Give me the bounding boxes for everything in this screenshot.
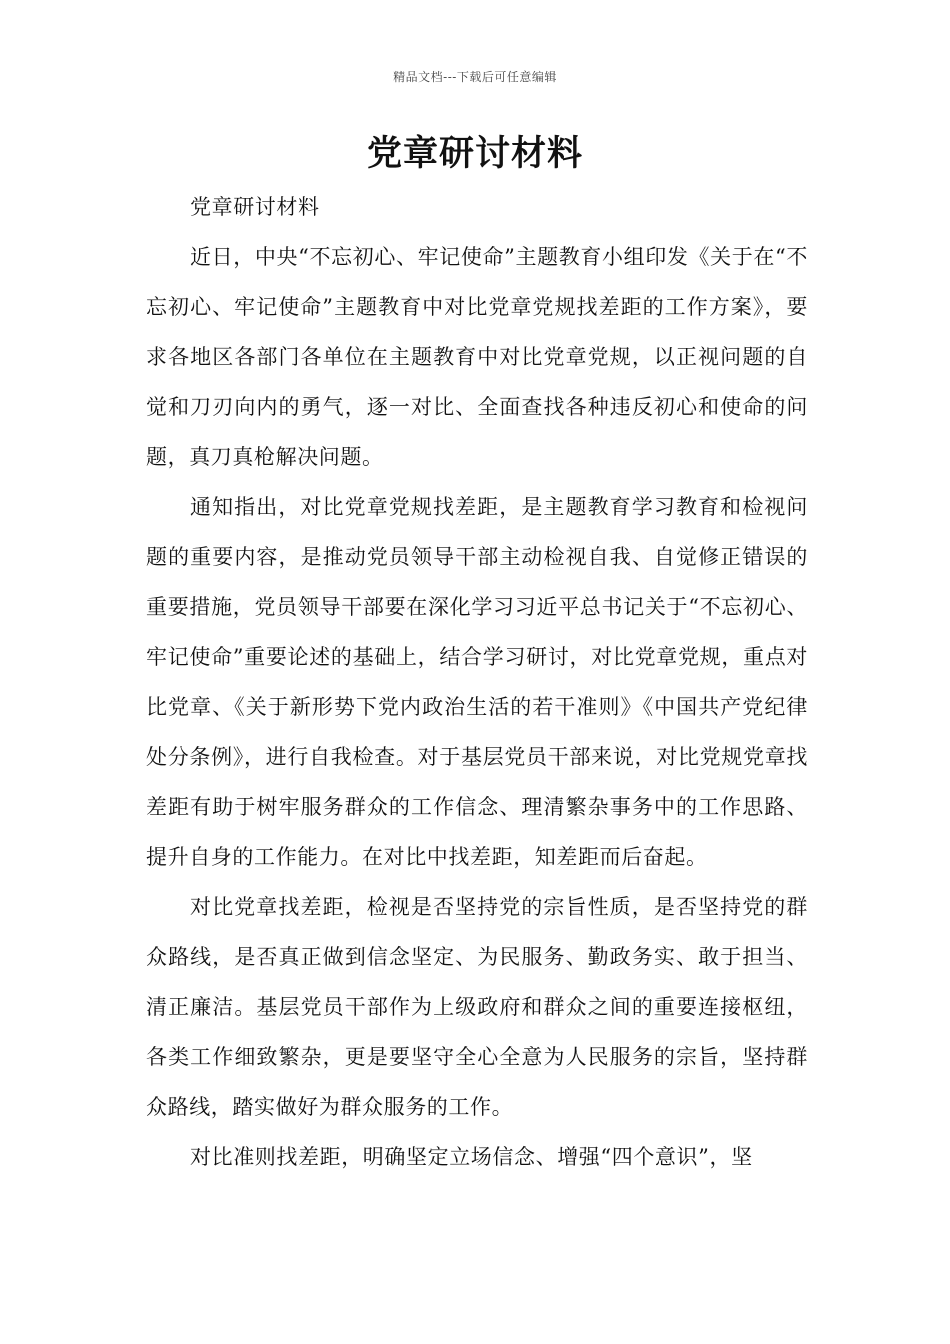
paragraph: 对比准则找差距，明确坚定立场信念、增强“四个意识”，坚 (190, 1145, 753, 1169)
paragraph: 对比党章找差距，检视是否坚持党的宗旨性质，是否坚持党的群众路线，是否真正做到信念坚定、为民服务、勤政务实、敢于担当、清正廉洁。基层党员干部作为上级政府和群众之间的重要连接枢纽，各类工作细致繁杂，更是要坚守全心全意为人民服务的宗旨，坚持群众路线，踏实做好为群众服务的工作。 (146, 895, 808, 1119)
paragraph: 通知指出，对比党章党规找差距，是主题教育学习教育和检视问题的重要内容，是推动党员领导干部主动检视自我、自觉修正错误的重要措施，党员领导干部要在深化学习习近平总书记关于“不忘初心、牢记使命”重要论述的基础上，结合学习研讨，对比党章党规，重点对比党章、《关于新形势下党内政治生活的若干准则》《中国共产党纪律处分条例》，进行自我检查。对于基层党员干部来说，对比党规党章找差距有助于树牢服务群众的工作信念、理清繁杂事务中的工作思路、提升自身的工作能力。在对比中找差距，知差距而后奋起。 (146, 495, 808, 869)
document-body (146, 182, 808, 1182)
document-title: 党章研讨材料 (366, 133, 583, 174)
paragraph: 近日，中央“不忘初心、牢记使命”主题教育小组印发《关于在“不忘初心、牢记使命”主题教育中对比党章党规找差距的工作方案》，要求各地区各部门各单位在主题教育中对比党章党规，以正视问题的自觉和刀刃向内的勇气，逐一对比、全面查找各种违反初心和使命的问题，真刀真枪解决问题。 (146, 245, 808, 469)
page-header: 精品文档---下载后可任意编辑 (393, 70, 557, 84)
paragraph-subtitle: 党章研讨材料 (190, 195, 320, 219)
